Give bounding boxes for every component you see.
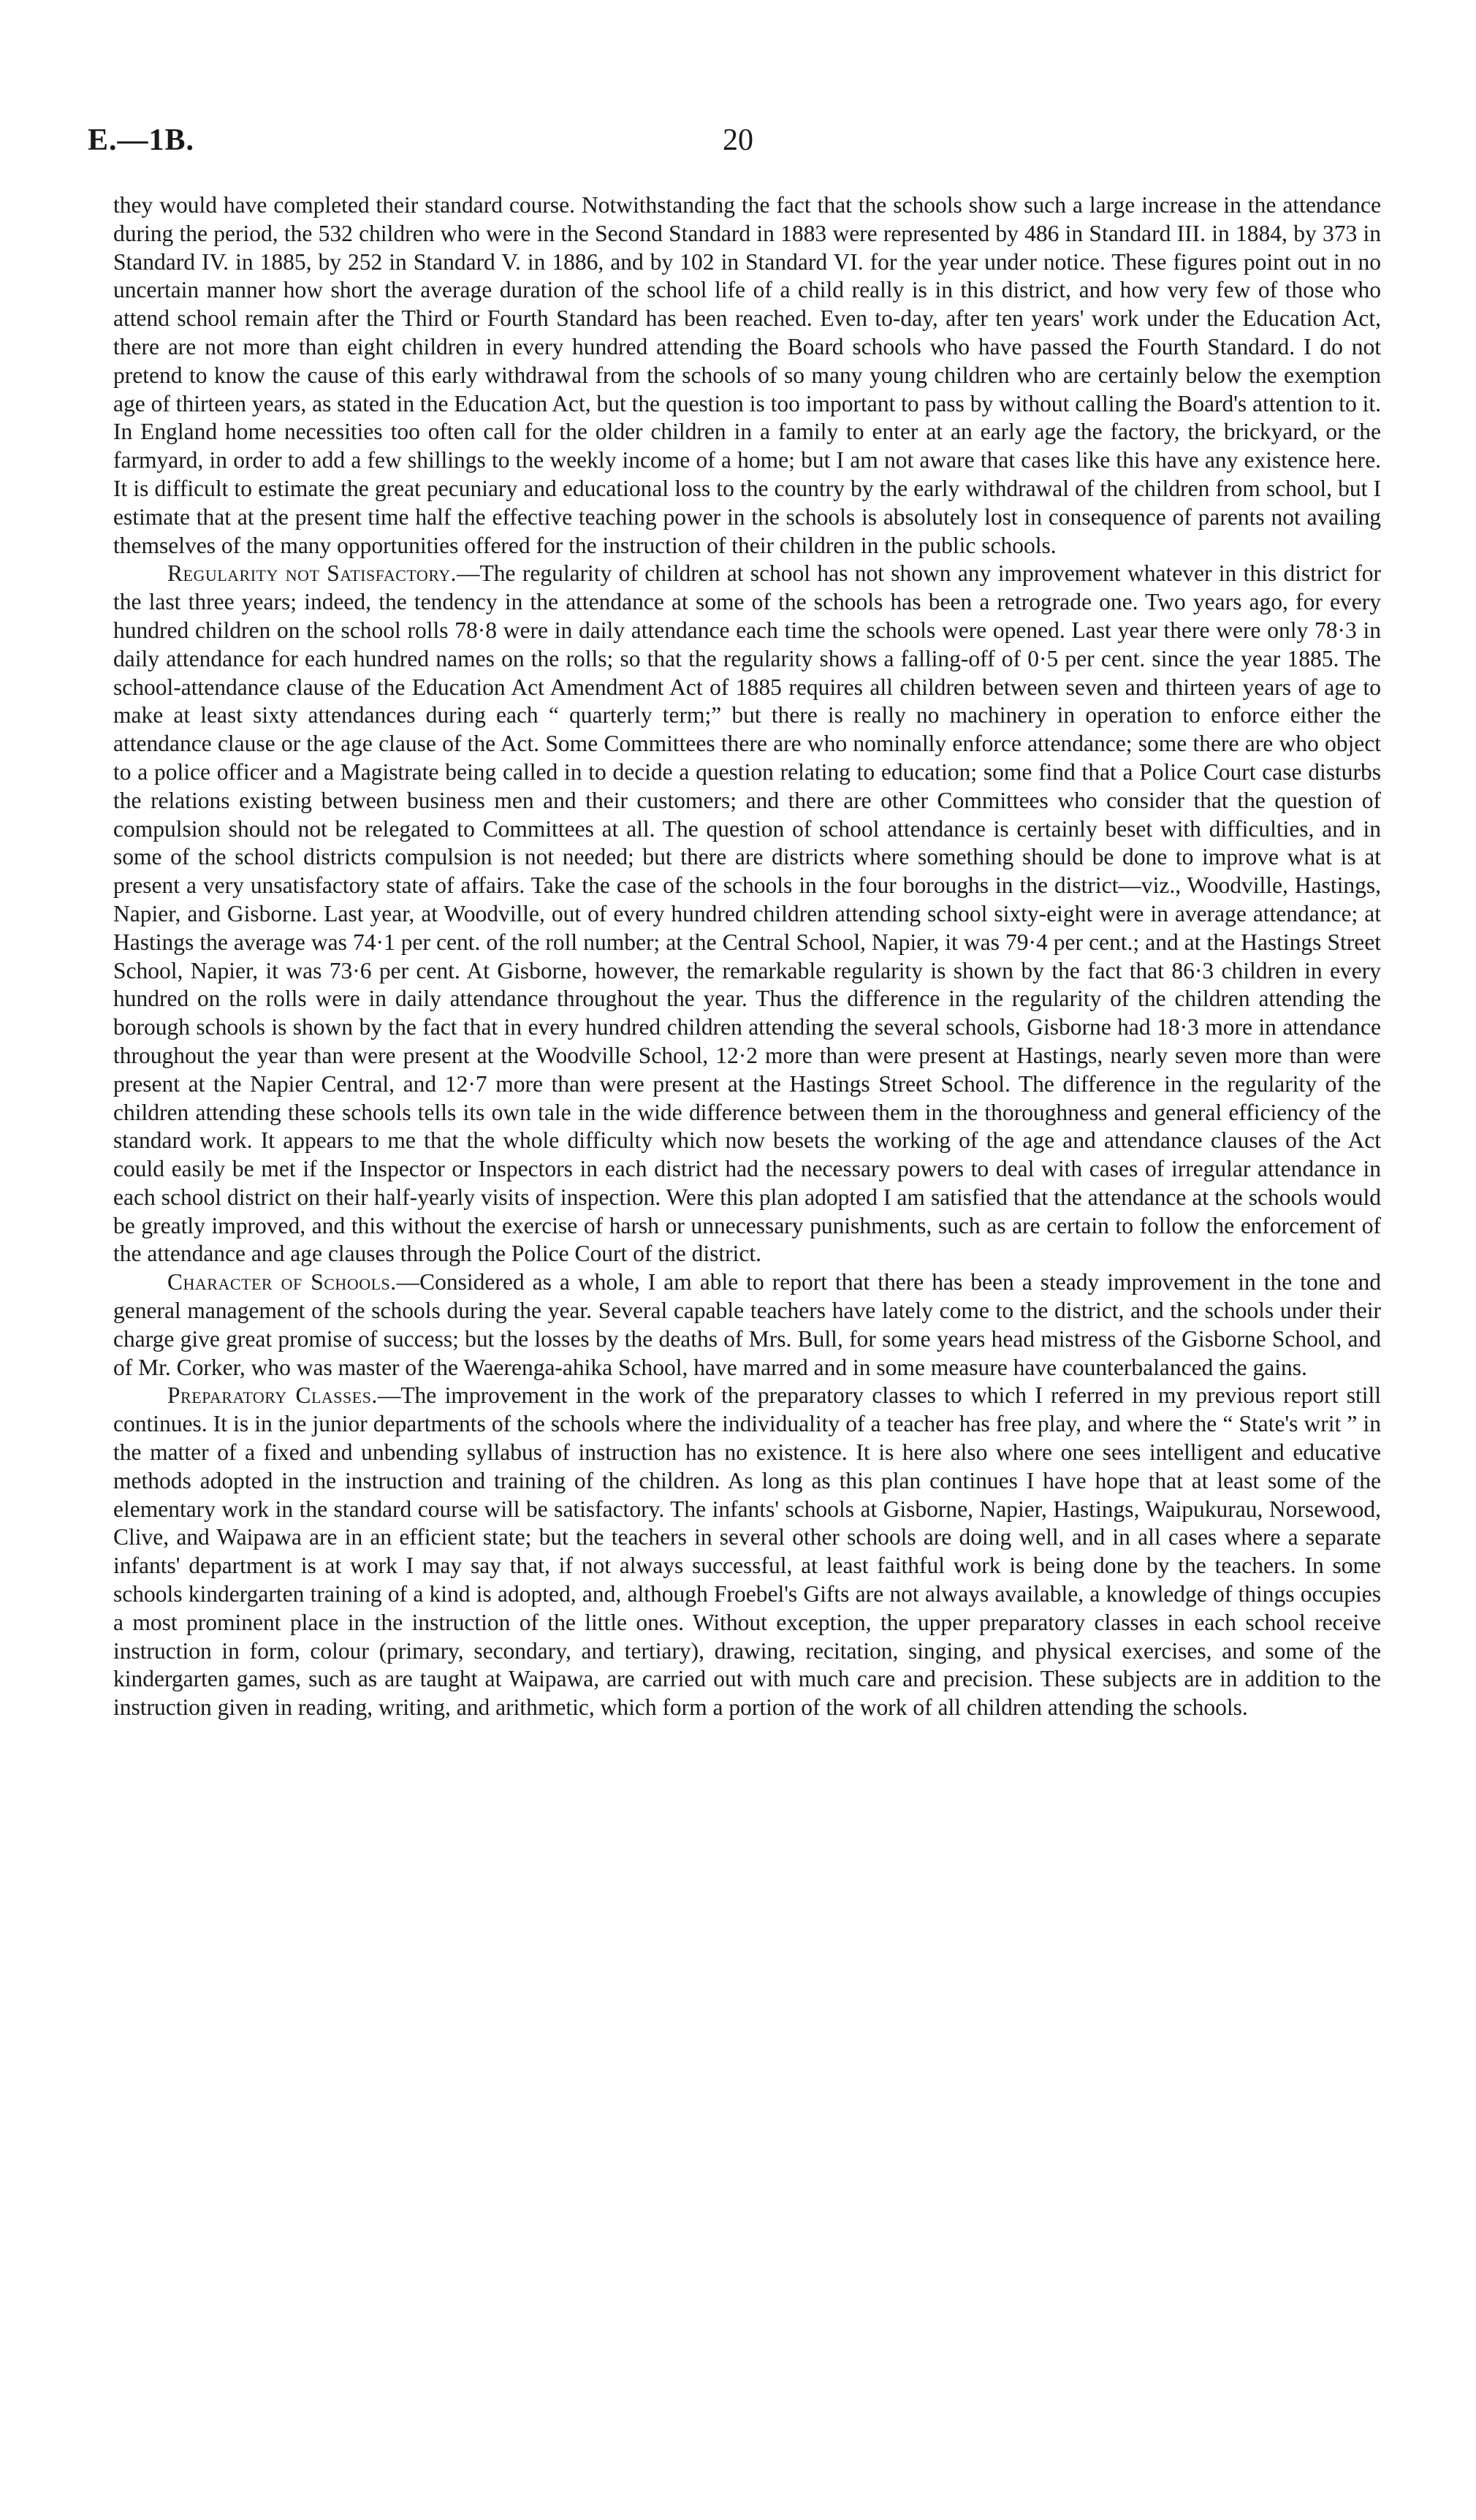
paragraph-text: —Considered as a whole, I am able to report that there has been a steady improvement in the tone and general management of the schools during the year. Several capable teachers have lately come to the district, and the schools under their charge give great promise of success; but the losses by the deaths of Mrs. Bull, for some years head mistress of the Gisborne School, and of Mr. Corker, who was master of the Waerenga-ahika School, have marred and in some measure have counterbalanced the gains. bbox=[113, 1269, 1382, 1380]
paragraph-text: —The regularity of children at school has not shown any improvement whatever in this district for the last three years; indeed, the tendency in the attendance at some of the schools has been a retrograde one. Two years ago, for every hundred children on the school rolls 78·8 were in daily attendance each time the schools were opened. Last year there were only 78·3 in daily attendance for each hundred names on the rolls; so that the regularity shows a falling-off of 0·5 per cent. since the year 1885. The school-attendance clause of the Education Act Amendment Act of 1885 requires all children between seven and thirteen years of age to make at least sixty attendances during each “ quarterly term;” but there is really no machinery in operation to enforce either the attendance clause or the age clause of the Act. Some Committees there are who nominally enforce attendance; some there are who object to a police officer and a Magistrate being called in to decide a question relating to education; some find that a Police Court case disturbs the relations existing between business men and their customers; and there are other Committees who consider that the question of compulsion should not be relegated to Committees at all. The question of school attendance is certainly beset with difficulties, and in some of the school districts compulsion is not needed; but there are districts where something should be done to improve what is at present a very unsatisfactory state of affairs. Take the case of the schools in the four boroughs in the district—viz., Woodville, Hastings, Napier, and Gisborne. Last year, at Woodville, out of every hundred children attending school sixty-eight were in average attendance; at Hastings the average was 74·1 per cent. of the roll number; at the Central School, Napier, it was 79·4 per cent.; and at the Hastings Street School, Napier, it was 73·6 per cent. At Gisborne, however, the remarkable regularity is shown by the fact that 86·3 children in every hundred on the rolls were in daily attendance throughout the year. Thus the difference in the regularity of the children attending the borough schools is shown by the fact that in every hundred children attending the several schools, Gisborne had 18·3 more in attendance throughout the year than were present at the Woodville School, 12·2 more than were present at Hastings, nearly seven more than were present at the Napier Central, and 12·7 more than were present at the Hastings Street School. The difference in the regularity of the children attending these schools tells its own tale in the wide difference between them in the thoroughness and general efficiency of the standard work. It appears to me that the whole difficulty which now besets the working of the age and attendance clauses of the Act could easily be met if the Inspector or Inspectors in each district had the necessary powers to deal with cases of irregular attendance in each school district on their half-yearly visits of inspection. Were this plan adopted I am satisfied that the attendance at the schools would be greatly improved, and this without the exercise of harsh or unnecessary punishments, such as are certain to follow the enforcement of the attendance and age clauses through the Police Court of the district. bbox=[113, 560, 1381, 1267]
section-heading-regularity: Regularity not Satisfactory. bbox=[167, 560, 457, 587]
body-text bbox=[113, 191, 1381, 1722]
paragraph-continuation bbox=[113, 191, 1381, 560]
paragraph-text: they would have completed their standard course. Notwithstanding the fact that the schools show such a large increase in the attendance during the period, the 532 children who were in the Second Standard in 1883 were represented by 486 in Standard III. in 1884, by 373 in Standard IV. in 1885, by 252 in Standard V. in 1886, and by 102 in Standard VI. for the year under notice. These figures point out in no uncertain manner how short the average duration of the school life of a child really is in this district, and how very few of those who attend school remain after the Third or Fourth Standard has been reached. Even to-day, after ten years' work under the Education Act, there are not more than eight children in every hundred attending the Board schools who have passed the Fourth Standard. I do not pretend to know the cause of this early withdrawal from the schools of so many young children who are certainly below the exemption age of thirteen years, as stated in the Education Act, but the question is too important to pass by without calling the Board's attention to it. In England home necessities too often call for the older children in a family to enter at an early age the factory, the brickyard, or the farmyard, in order to add a few shillings to the weekly income of a home; but I am not aware that cases like this have any existence here. It is difficult to estimate the great pecuniary and educational loss to the country by the early withdrawal of the children from school, but I estimate that at the present time half the effective teaching power in the schools is absolutely lost in consequence of parents not availing themselves of the many opportunities offered for the instruction of their children in the public schools. bbox=[113, 192, 1381, 558]
section-heading-character: Character of Schools. bbox=[167, 1269, 397, 1295]
paragraph-text: —The improvement in the work of the preparatory classes to which I referred in my previous report still continues. It is in the junior departments of the schools where the individuality of a teacher has free play, and where the “ State's writ ” in the matter of a fixed and unbending syllabus of instruction has no existence. It is here also where one sees intelligent and educative methods adopted in the instruction and training of the children. As long as this plan continues I have hope that at least some of the elementary work in the standard course will be satisfactory. The infants' schools at Gisborne, Napier, Hastings, Waipukurau, Norsewood, Clive, and Waipawa are in an efficient state; but the teachers in several other schools are doing well, and in all cases where a separate infants' department is at work I may say that, if not always successful, at least faithful work is being done by the teachers. In some schools kindergarten training of a kind is adopted, and, although Froebel's Gifts are not always available, a knowledge of things occupies a most prominent place in the instruction of the little ones. Without exception, the upper preparatory classes in each school receive instruction in form, colour (primary, secondary, and tertiary), drawing, recitation, singing, and physical exercises, and some of the kindergarten games, such as are taught at Waipawa, are carried out with much care and precision. These subjects are in addition to the instruction given in reading, writing, and arithmetic, which form a portion of the work of all children attending the schools. bbox=[113, 1382, 1381, 1721]
paragraph-regularity bbox=[113, 560, 1381, 1268]
section-heading-preparatory: Preparatory Classes. bbox=[167, 1382, 378, 1409]
page-number: 20 bbox=[723, 123, 753, 157]
paragraph-character bbox=[113, 1268, 1381, 1382]
document-reference: E.—1B. bbox=[88, 123, 195, 157]
paragraph-preparatory bbox=[113, 1382, 1381, 1722]
page-header bbox=[88, 123, 1388, 167]
